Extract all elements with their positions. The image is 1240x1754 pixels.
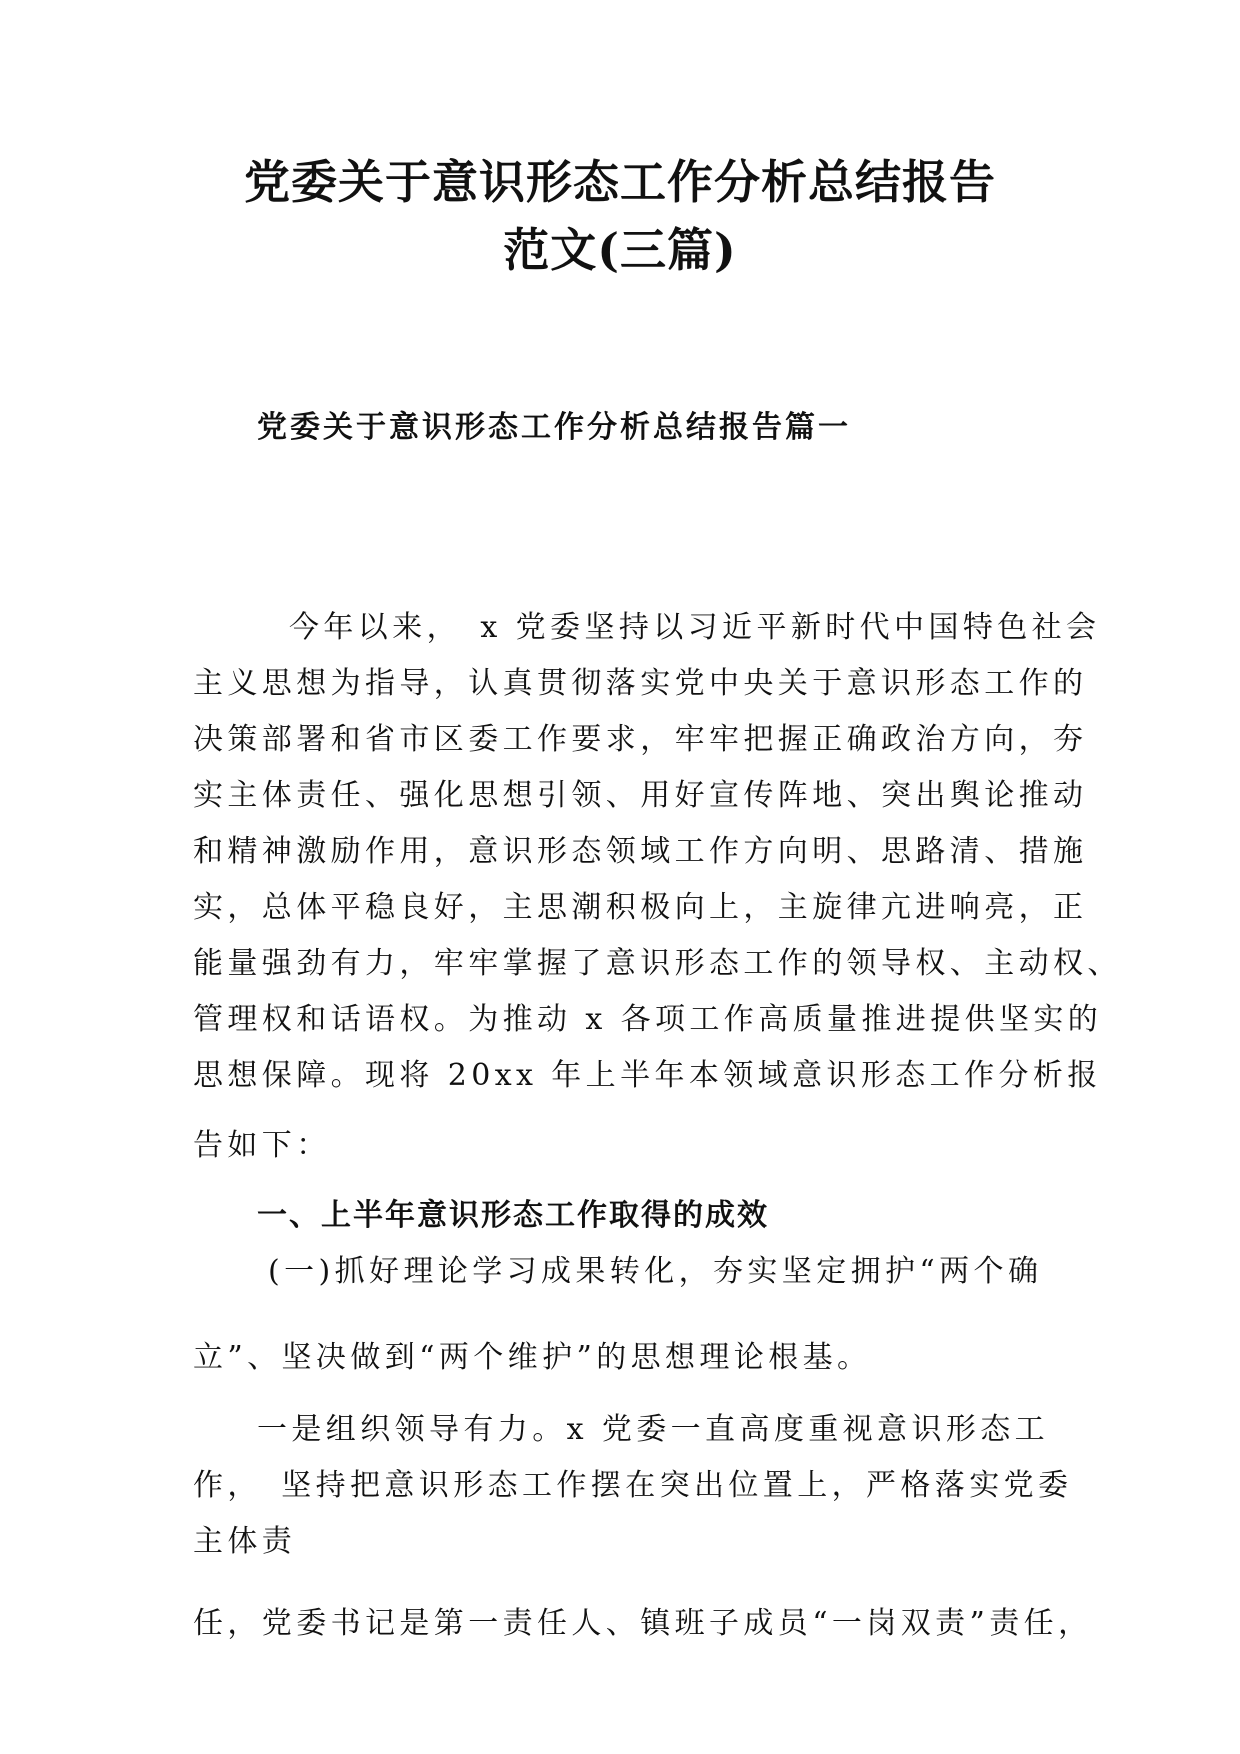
section-title: 党委关于意识形态工作分析总结报告篇一 (257, 410, 851, 445)
document-title-line1: 党委关于意识形态工作分析总结报告 (244, 155, 996, 209)
paragraph-line: 能量强劲有力，牢牢掌握了意识形态工作的领导权、主动权、 (193, 946, 1122, 981)
paragraph-line: 决策部署和省市区委工作要求，牢牢把握正确政治方向，夯 (193, 722, 1088, 757)
paragraph-line: 一是组织领导有力。x 党委一直高度重视意识形态工 (257, 1412, 1050, 1447)
subheading-line: (一)抓好理论学习成果转化，夯实坚定拥护“两个确 (268, 1254, 1043, 1289)
paragraph-line: 实主体责任、强化思想引领、用好宣传阵地、突出舆论推动 (193, 778, 1088, 813)
paragraph-line: 告如下： (193, 1128, 331, 1163)
paragraph-line: 任，党委书记是第一责任人、镇班子成员“一岗双责”责任， (193, 1606, 1093, 1641)
paragraph-line: 主体责 (193, 1524, 297, 1559)
subheading-line: 立”、坚决做到“两个维护”的思想理论根基。 (193, 1340, 872, 1375)
paragraph-line: 思想保障。现将 20xx 年上半年本领域意识形态工作分析报 (193, 1058, 1102, 1093)
document-title-line2: 范文(三篇) (503, 223, 737, 277)
paragraph-line: 管理权和话语权。为推动 x 各项工作高质量推进提供坚实的 (193, 1002, 1103, 1037)
paragraph-line: 作， 坚持把意识形态工作摆在突出位置上，严格落实党委 (193, 1468, 1073, 1503)
paragraph-line: 主义思想为指导，认真贯彻落实党中央关于意识形态工作的 (193, 666, 1088, 701)
paragraph-line: 今年以来， x 党委坚持以习近平新时代中国特色社会 (289, 610, 1101, 645)
paragraph-line: 实，总体平稳良好，主思潮积极向上，主旋律亢进响亮，正 (193, 890, 1088, 925)
heading-achievements: 一、上半年意识形态工作取得的成效 (257, 1198, 769, 1233)
paragraph-line: 和精神激励作用，意识形态领域工作方向明、思路清、措施 (193, 834, 1088, 869)
